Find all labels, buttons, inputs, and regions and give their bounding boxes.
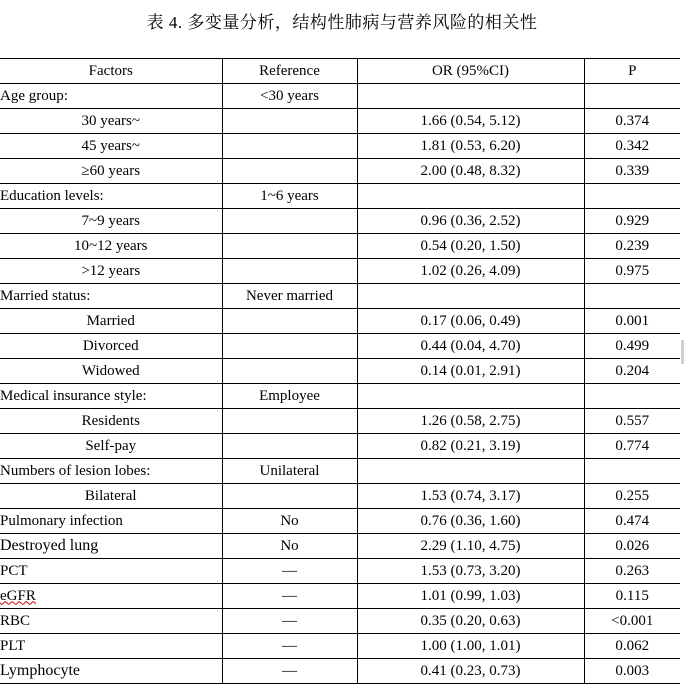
table-title: 表 4. 多变量分析，结构性肺病与营养风险的相关性 <box>146 13 538 32</box>
header-reference: Reference <box>222 59 357 84</box>
p-value-cell <box>584 384 680 409</box>
or-cell <box>357 384 584 409</box>
factor-cell: ≥60 years <box>0 159 222 184</box>
p-value-cell: 0.026 <box>584 534 680 559</box>
table-row <box>0 359 680 384</box>
table-row <box>0 159 680 184</box>
table-row <box>0 584 680 609</box>
or-cell <box>357 459 584 484</box>
or-cell: 0.82 (0.21, 3.19) <box>357 434 584 459</box>
factor-cell: Divorced <box>0 334 222 359</box>
factor-cell: Numbers of lesion lobes: <box>0 459 222 484</box>
or-cell <box>357 84 584 109</box>
table-row <box>0 334 680 359</box>
reference-cell <box>222 309 357 334</box>
p-value-cell: 0.774 <box>584 434 680 459</box>
factor-cell: Lymphocyte <box>0 659 222 684</box>
p-value-cell <box>584 84 680 109</box>
p-value-cell: 0.557 <box>584 409 680 434</box>
factor-cell: Widowed <box>0 359 222 384</box>
p-value-cell: 0.255 <box>584 484 680 509</box>
p-value-cell: 0.204 <box>584 359 680 384</box>
factor-cell: PCT <box>0 559 222 584</box>
p-value-cell <box>584 284 680 309</box>
reference-cell <box>222 134 357 159</box>
reference-cell: — <box>222 559 357 584</box>
p-value-cell <box>584 459 680 484</box>
p-value-cell: 0.929 <box>584 209 680 234</box>
factor-cell: Pulmonary infection <box>0 509 222 534</box>
reference-cell <box>222 109 357 134</box>
reference-cell: — <box>222 634 357 659</box>
p-value-cell: <0.001 <box>584 609 680 634</box>
reference-cell: Never married <box>222 284 357 309</box>
table-row <box>0 109 680 134</box>
p-value-cell: 0.263 <box>584 559 680 584</box>
or-cell: 0.35 (0.20, 0.63) <box>357 609 584 634</box>
reference-cell: <30 years <box>222 84 357 109</box>
factor-cell: >12 years <box>0 259 222 284</box>
reference-cell <box>222 484 357 509</box>
table-row <box>0 259 680 284</box>
factor-label: eGFR <box>0 587 36 604</box>
factor-cell: Destroyed lung <box>0 534 222 559</box>
reference-cell: No <box>222 534 357 559</box>
factor-cell: Bilateral <box>0 484 222 509</box>
factor-cell: Age group: <box>0 84 222 109</box>
p-value-cell: 0.003 <box>584 659 680 684</box>
reference-cell: — <box>222 659 357 684</box>
p-value-cell: 0.239 <box>584 234 680 259</box>
factor-cell: Married <box>0 309 222 334</box>
reference-cell <box>222 259 357 284</box>
p-value-cell: 0.374 <box>584 109 680 134</box>
or-cell: 1.66 (0.54, 5.12) <box>357 109 584 134</box>
factor-cell: 7~9 years <box>0 209 222 234</box>
reference-cell <box>222 234 357 259</box>
p-value-cell: 0.339 <box>584 159 680 184</box>
table-row <box>0 659 680 684</box>
or-cell <box>357 184 584 209</box>
or-cell: 0.54 (0.20, 1.50) <box>357 234 584 259</box>
p-value-cell: 0.062 <box>584 634 680 659</box>
reference-cell: Unilateral <box>222 459 357 484</box>
or-cell: 1.26 (0.58, 2.75) <box>357 409 584 434</box>
reference-cell: Employee <box>222 384 357 409</box>
table-row <box>0 84 680 109</box>
table-row <box>0 409 680 434</box>
or-cell: 2.00 (0.48, 8.32) <box>357 159 584 184</box>
table-row <box>0 134 680 159</box>
reference-cell <box>222 209 357 234</box>
p-value-cell: 0.001 <box>584 309 680 334</box>
or-cell: 1.00 (1.00, 1.01) <box>357 634 584 659</box>
table-row <box>0 434 680 459</box>
or-cell: 0.14 (0.01, 2.91) <box>357 359 584 384</box>
or-cell: 1.01 (0.99, 1.03) <box>357 584 584 609</box>
factor-cell: Married status: <box>0 284 222 309</box>
or-cell: 0.17 (0.06, 0.49) <box>357 309 584 334</box>
or-cell: 0.76 (0.36, 1.60) <box>357 509 584 534</box>
table-row <box>0 234 680 259</box>
reference-cell <box>222 434 357 459</box>
p-value-cell <box>584 184 680 209</box>
factor-cell: Self-pay <box>0 434 222 459</box>
table-body <box>0 84 680 684</box>
or-cell: 0.41 (0.23, 0.73) <box>357 659 584 684</box>
factor-cell: 10~12 years <box>0 234 222 259</box>
or-cell: 1.02 (0.26, 4.09) <box>357 259 584 284</box>
factor-cell: Education levels: <box>0 184 222 209</box>
reference-cell: — <box>222 609 357 634</box>
or-cell <box>357 284 584 309</box>
table-row <box>0 184 680 209</box>
table-row <box>0 209 680 234</box>
factor-cell <box>0 584 222 609</box>
or-cell: 0.96 (0.36, 2.52) <box>357 209 584 234</box>
reference-cell: 1~6 years <box>222 184 357 209</box>
p-value-cell: 0.975 <box>584 259 680 284</box>
factor-cell: 45 years~ <box>0 134 222 159</box>
table-row <box>0 609 680 634</box>
or-cell: 1.53 (0.74, 3.17) <box>357 484 584 509</box>
table-row <box>0 484 680 509</box>
or-cell: 2.29 (1.10, 4.75) <box>357 534 584 559</box>
table-row <box>0 284 680 309</box>
reference-cell <box>222 159 357 184</box>
results-table <box>0 58 680 684</box>
header-factors: Factors <box>0 59 222 84</box>
table-row <box>0 634 680 659</box>
table-row <box>0 509 680 534</box>
p-value-cell: 0.499 <box>584 334 680 359</box>
reference-cell: — <box>222 584 357 609</box>
factor-cell: Residents <box>0 409 222 434</box>
table-row <box>0 384 680 409</box>
factor-cell: 30 years~ <box>0 109 222 134</box>
factor-cell: PLT <box>0 634 222 659</box>
reference-cell <box>222 409 357 434</box>
reference-cell: No <box>222 509 357 534</box>
table-row <box>0 534 680 559</box>
header-or: OR (95%CI) <box>357 59 584 84</box>
table-row <box>0 309 680 334</box>
reference-cell <box>222 359 357 384</box>
factor-cell: Medical insurance style: <box>0 384 222 409</box>
table-row <box>0 459 680 484</box>
or-cell: 0.44 (0.04, 4.70) <box>357 334 584 359</box>
header-row <box>0 59 680 84</box>
or-cell: 1.53 (0.73, 3.20) <box>357 559 584 584</box>
p-value-cell: 0.342 <box>584 134 680 159</box>
reference-cell <box>222 334 357 359</box>
table-row <box>0 559 680 584</box>
factor-cell: RBC <box>0 609 222 634</box>
p-value-cell: 0.474 <box>584 509 680 534</box>
header-p: P <box>584 59 680 84</box>
or-cell: 1.81 (0.53, 6.20) <box>357 134 584 159</box>
p-value-cell: 0.115 <box>584 584 680 609</box>
